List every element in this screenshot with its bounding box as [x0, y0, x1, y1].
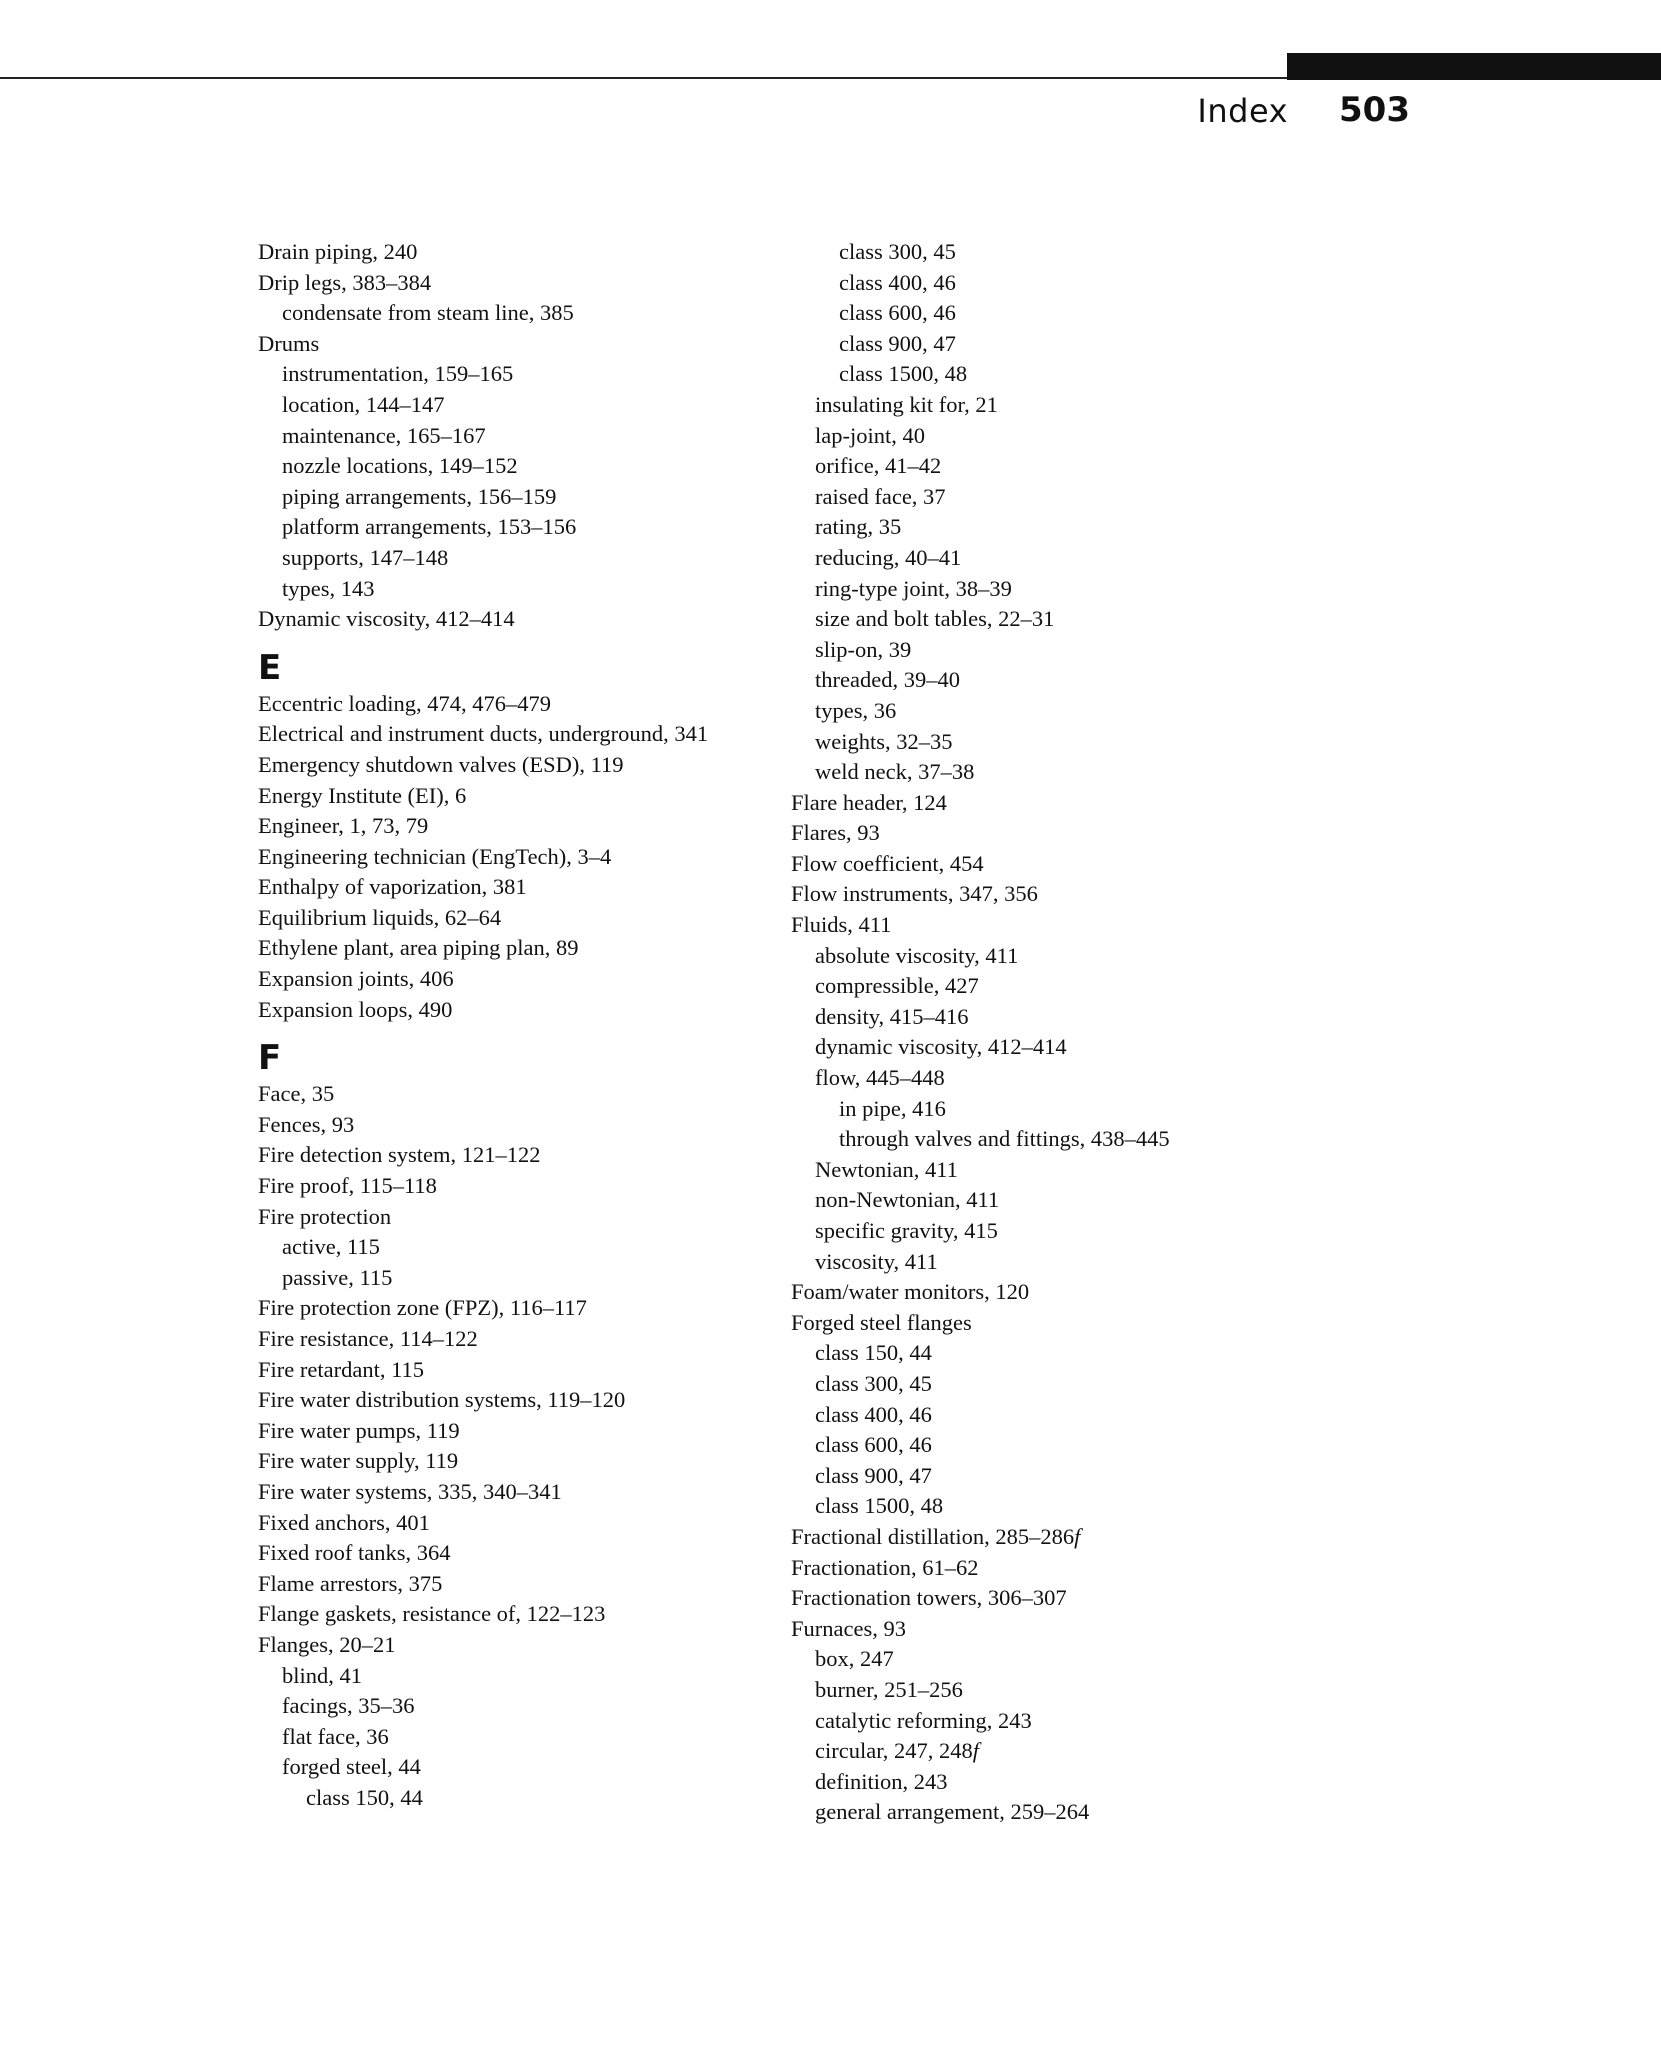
entry-text: Engineering technician (EngTech), 3–4: [258, 843, 612, 869]
index-subentry: [258, 298, 818, 329]
index-subentry: [791, 1491, 1351, 1522]
index-entry: [258, 1110, 818, 1141]
index-subentry: [791, 971, 1351, 1002]
entry-text: flow, 445–448: [815, 1065, 945, 1091]
index-subentry: [258, 1232, 818, 1263]
entry-text: definition, 243: [815, 1768, 948, 1794]
index-column-right: [791, 237, 1351, 1828]
index-subentry: [791, 1369, 1351, 1400]
index-subentry: [258, 1691, 818, 1722]
entry-text: Fire water supply, 119: [258, 1448, 459, 1474]
entry-text: Flange gaskets, resistance of, 122–123: [258, 1601, 606, 1627]
index-entry: [258, 781, 818, 812]
entry-text: insulating kit for, 21: [815, 391, 998, 417]
index-subentry: [791, 512, 1351, 543]
entry-text: weld neck, 37–38: [815, 759, 975, 785]
index-subentry: [791, 1002, 1351, 1033]
index-entry: [258, 1385, 818, 1416]
index-subentry: [791, 268, 1351, 299]
entry-text: Flanges, 20–21: [258, 1631, 396, 1657]
figure-marker: f: [972, 1738, 980, 1764]
index-subentry: [791, 543, 1351, 574]
index-subentry: [791, 665, 1351, 696]
entry-text: class 900, 47: [815, 1462, 932, 1488]
index-subentry: [791, 1706, 1351, 1737]
entry-text: location, 144–147: [282, 391, 445, 417]
index-subentry: [258, 1263, 818, 1294]
entry-text: threaded, 39–40: [815, 667, 960, 693]
page-number: 503: [1339, 90, 1410, 130]
entry-text: Fire water systems, 335, 340–341: [258, 1478, 562, 1504]
entry-text: Fire water pumps, 119: [258, 1417, 460, 1443]
index-subentry: [258, 543, 818, 574]
index-subentry: [791, 1461, 1351, 1492]
entry-text: reducing, 40–41: [815, 544, 962, 570]
entry-text: Engineer, 1, 73, 79: [258, 813, 429, 839]
entry-text: Ethylene plant, area piping plan, 89: [258, 935, 579, 961]
entry-text: lap-joint, 40: [815, 422, 925, 448]
index-subentry: [791, 1247, 1351, 1278]
entry-text: Flow coefficient, 454: [791, 850, 984, 876]
index-subentry: [791, 696, 1351, 727]
index-entry: [258, 1171, 818, 1202]
entry-text: burner, 251–256: [815, 1676, 963, 1702]
entry-text: piping arrangements, 156–159: [282, 483, 557, 509]
index-subentry: [258, 359, 818, 390]
entry-text: types, 36: [815, 697, 897, 723]
index-subentry: [791, 604, 1351, 635]
entry-text: Flow instruments, 347, 356: [791, 881, 1038, 907]
index-entry: [258, 719, 818, 750]
index-entry: [258, 268, 818, 299]
entry-text: active, 115: [282, 1234, 380, 1260]
section-letter: E: [258, 647, 282, 688]
entry-text: forged steel, 44: [282, 1754, 421, 1780]
index-subentry: [258, 1661, 818, 1692]
index-entry: [258, 604, 818, 635]
entry-text: density, 415–416: [815, 1003, 969, 1029]
entry-text: catalytic reforming, 243: [815, 1707, 1032, 1733]
index-entry: [258, 1355, 818, 1386]
index-entry: [258, 1446, 818, 1477]
entry-text: Foam/water monitors, 120: [791, 1279, 1030, 1305]
entry-text: Fire retardant, 115: [258, 1356, 424, 1382]
entry-text: Fire detection system, 121–122: [258, 1142, 541, 1168]
entry-text: Fire protection zone (FPZ), 116–117: [258, 1295, 587, 1321]
entry-text: Fire protection: [258, 1203, 392, 1229]
entry-text: in pipe, 416: [839, 1095, 946, 1121]
index-entry: [791, 818, 1351, 849]
entry-text: viscosity, 411: [815, 1248, 938, 1274]
entry-text: class 900, 47: [839, 330, 956, 356]
entry-text: platform arrangements, 153–156: [282, 514, 577, 540]
entry-text: Expansion joints, 406: [258, 966, 454, 992]
index-entry: [258, 1508, 818, 1539]
entry-text: weights, 32–35: [815, 728, 953, 754]
entry-text: Energy Institute (EI), 6: [258, 782, 467, 808]
entry-text: compressible, 427: [815, 973, 979, 999]
entry-text: Fixed anchors, 401: [258, 1509, 430, 1535]
index-entry: [258, 1293, 818, 1324]
index-subentry: [791, 451, 1351, 482]
entry-text: non-Newtonian, 411: [815, 1187, 1000, 1213]
index-entry: [258, 872, 818, 903]
entry-text: blind, 41: [282, 1662, 363, 1688]
index-subentry: [791, 1767, 1351, 1798]
entry-text: through valves and fittings, 438–445: [839, 1126, 1170, 1152]
index-entry: [258, 689, 818, 720]
entry-text: Dynamic viscosity, 412–414: [258, 606, 515, 632]
index-subentry: [791, 1736, 1351, 1767]
index-entry: [791, 1522, 1351, 1553]
entry-text: class 300, 45: [839, 239, 956, 264]
entry-text: specific gravity, 415: [815, 1218, 998, 1243]
index-subentry: [791, 1063, 1351, 1094]
index-entry: [258, 1324, 818, 1355]
entry-text: Face, 35: [258, 1081, 335, 1107]
entry-text: ring-type joint, 38–39: [815, 575, 1012, 601]
index-entry: [258, 842, 818, 873]
entry-text: class 150, 44: [815, 1340, 932, 1366]
entry-text: size and bolt tables, 22–31: [815, 606, 1055, 632]
entry-text: nozzle locations, 149–152: [282, 453, 518, 479]
index-subentry: [791, 1430, 1351, 1461]
index-subentry: [791, 635, 1351, 666]
index-entry: [258, 1538, 818, 1569]
entry-text: facings, 35–36: [282, 1693, 415, 1719]
index-entry: [258, 964, 818, 995]
entry-text: Fractionation, 61–62: [791, 1554, 979, 1580]
entry-text: box, 247: [815, 1646, 894, 1672]
index-entry: [258, 1569, 818, 1600]
entry-text: Newtonian, 411: [815, 1156, 958, 1182]
index-subentry: [258, 482, 818, 513]
index-subentry: [258, 451, 818, 482]
index-entry: [258, 1477, 818, 1508]
index-subentry: [791, 757, 1351, 788]
entry-text: Forged steel flanges: [791, 1309, 972, 1335]
index-subentry: [791, 727, 1351, 758]
index-entry: [791, 910, 1351, 941]
entry-text: class 1500, 48: [839, 361, 968, 387]
entry-text: Fire resistance, 114–122: [258, 1326, 478, 1351]
entry-text: dynamic viscosity, 412–414: [815, 1034, 1067, 1060]
index-subentry: [791, 1400, 1351, 1431]
index-entry: [258, 1140, 818, 1171]
index-subentry: [791, 1797, 1351, 1828]
entry-text: Drums: [258, 330, 320, 356]
index-subentry: [258, 512, 818, 543]
entry-text: Flame arrestors, 375: [258, 1570, 443, 1596]
entry-text: Equilibrium liquids, 62–64: [258, 904, 502, 930]
index-entry: [791, 849, 1351, 880]
index-subentry: [791, 329, 1351, 360]
section-letter: F: [258, 1038, 282, 1079]
entry-text: absolute viscosity, 411: [815, 942, 1019, 968]
index-subentry: [258, 1783, 818, 1814]
index-subentry: [258, 421, 818, 452]
entry-text: raised face, 37: [815, 483, 946, 509]
index-entry: [258, 1630, 818, 1661]
index-entry: [791, 788, 1351, 819]
index-subentry: [791, 1155, 1351, 1186]
index-subentry: [791, 421, 1351, 452]
index-entry: [258, 1599, 818, 1630]
index-subentry: [791, 1124, 1351, 1155]
index-entry: [258, 903, 818, 934]
index-column-left: [258, 237, 818, 1814]
index-subentry: [791, 390, 1351, 421]
index-subentry: [791, 1644, 1351, 1675]
entry-text: class 150, 44: [306, 1784, 423, 1810]
entry-text: passive, 115: [282, 1264, 393, 1290]
index-entry: [791, 1583, 1351, 1614]
index-entry: [258, 1202, 818, 1233]
entry-text: general arrangement, 259–264: [815, 1799, 1090, 1825]
entry-text: instrumentation, 159–165: [282, 361, 514, 387]
entry-text: slip-on, 39: [815, 636, 912, 662]
index-subentry: [791, 237, 1351, 268]
index-entry: [258, 1416, 818, 1447]
entry-text: Expansion loops, 490: [258, 996, 453, 1022]
index-subentry: [258, 1722, 818, 1753]
entry-text: orifice, 41–42: [815, 453, 942, 479]
index-subentry: [791, 941, 1351, 972]
entry-text: types, 143: [282, 575, 375, 601]
index-entry: [258, 1079, 818, 1110]
index-subentry: [791, 1185, 1351, 1216]
entry-text: Furnaces, 93: [791, 1615, 906, 1641]
index-entry: [791, 1553, 1351, 1584]
index-subentry: [791, 1094, 1351, 1125]
running-head: [1150, 86, 1410, 136]
entry-text: class 1500, 48: [815, 1493, 944, 1519]
entry-text: Fractionation towers, 306–307: [791, 1585, 1067, 1611]
index-subentry: [791, 1338, 1351, 1369]
index-entry: [258, 329, 818, 360]
index-subentry: [791, 482, 1351, 513]
index-subentry: [791, 359, 1351, 390]
section-title: Index: [1197, 92, 1288, 130]
entry-text: Flares, 93: [791, 820, 880, 846]
entry-text: class 600, 46: [839, 300, 956, 326]
index-entry: [791, 1614, 1351, 1645]
index-entry: [258, 750, 818, 781]
index-subentry: [791, 1216, 1351, 1247]
entry-text: condensate from steam line, 385: [282, 300, 574, 326]
entry-text: circular, 247, 248: [815, 1738, 973, 1764]
entry-text: Fluids, 411: [791, 912, 892, 938]
index-subentry: [258, 390, 818, 421]
index-entry: [258, 237, 818, 268]
figure-marker: f: [1074, 1523, 1081, 1549]
entry-text: Drain piping, 240: [258, 239, 418, 264]
index-entry: [258, 811, 818, 842]
entry-text: Flare header, 124: [791, 789, 947, 815]
entry-text: Drip legs, 383–384: [258, 269, 432, 295]
entry-text: Fractional distillation, 285–286: [791, 1523, 1075, 1549]
entry-text: Fixed roof tanks, 364: [258, 1540, 451, 1566]
entry-text: class 300, 45: [815, 1370, 932, 1396]
index-subentry: [258, 1752, 818, 1783]
entry-text: flat face, 36: [282, 1723, 389, 1749]
entry-text: supports, 147–148: [282, 544, 449, 570]
entry-text: class 400, 46: [839, 269, 956, 295]
index-entry: [258, 995, 818, 1026]
index-entry: [258, 933, 818, 964]
index-entry: [791, 1277, 1351, 1308]
index-subentry: [258, 574, 818, 605]
entry-text: Fences, 93: [258, 1111, 355, 1137]
index-subentry: [791, 574, 1351, 605]
entry-text: Fire water distribution systems, 119–120: [258, 1387, 626, 1413]
entry-text: Emergency shutdown valves (ESD), 119: [258, 751, 624, 777]
entry-text: Enthalpy of vaporization, 381: [258, 874, 527, 900]
entry-text: Electrical and instrument ducts, underground, 341: [258, 721, 709, 747]
entry-text: maintenance, 165–167: [282, 422, 486, 448]
entry-text: Eccentric loading, 474, 476–479: [258, 690, 552, 716]
entry-text: class 400, 46: [815, 1401, 932, 1427]
index-subentry: [791, 1032, 1351, 1063]
entry-text: Fire proof, 115–118: [258, 1173, 437, 1199]
index-entry: [791, 1308, 1351, 1339]
header-bar: [1287, 53, 1661, 80]
entry-text: class 600, 46: [815, 1432, 932, 1458]
index-entry: [791, 879, 1351, 910]
entry-text: rating, 35: [815, 514, 902, 540]
index-subentry: [791, 298, 1351, 329]
index-subentry: [791, 1675, 1351, 1706]
